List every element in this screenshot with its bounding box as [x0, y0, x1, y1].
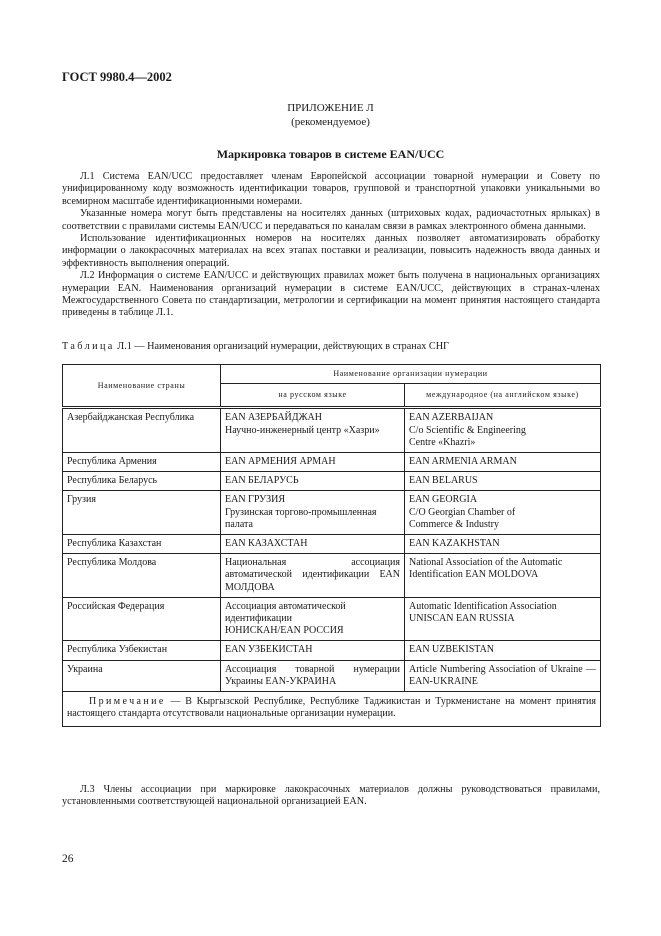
country-cell: Республика Армения: [63, 453, 221, 472]
country-cell: Республика Узбекистан: [63, 641, 221, 660]
document-title: Маркировка товаров в системе EAN/UCC: [216, 147, 445, 161]
header-country: Наименование страны: [63, 365, 221, 408]
russian-name-cell: [221, 491, 405, 535]
russian-name-cell: [221, 408, 405, 453]
paragraph-l1: Л.1 Система EAN/UCC предоставляет членам Европейской ассоциации товарной нумерации и Совету по унифицированному коду возможность идентификации товаров, групповой и транспортной упаковки уникальными во всемирном масштабе идентификационными номерами.: [62, 171, 600, 207]
international-name-line: EAN BELARUS: [409, 475, 478, 487]
table-note-row: [63, 692, 601, 727]
table-row: [63, 408, 601, 453]
russian-name-cell: [221, 641, 405, 660]
russian-name-cell: [221, 597, 405, 641]
annex-status: (рекомендуемое): [291, 116, 370, 128]
paragraph-numbers-carriers: Указанные номера могут быть представлены на носителях данных (штриховых кодах, радиочастотных ярлыках) в соответствии с правилами системы EAN/UCC и передаваться по каналам связи в рамках электронного обмена данными.: [62, 208, 600, 232]
note-text: — В Кыргызской Республике, Республике Таджикистан и Туркменистане на момент принятия настоящего стандарта отсутствовали национальные организации нумерации.: [67, 696, 596, 720]
russian-name-cell: [221, 660, 405, 691]
paragraph-l2: Л.2 Информация о системе EAN/UCC и действующих правилах может быть получена в национальных организациях нумерации EAN. Наименования организаций нумерации в системе EAN/UCC, действующих в странах-членах Межгосударственного Совета по стандартизации, метрологии и сертификации на момент принятия настоящего стандарта приведены в таблице Л.1.: [62, 270, 600, 319]
russian-name-cell: [221, 453, 405, 472]
table-row: [63, 641, 601, 660]
international-name-line: EAN ARMENIA ARMAN: [409, 456, 517, 468]
international-name-line: Commerce & Industry: [409, 518, 499, 530]
table-row: [63, 535, 601, 554]
table-row: [63, 660, 601, 691]
page-number: 26: [62, 853, 74, 865]
international-name-line: EAN GEORGIA: [409, 494, 478, 506]
table-row: [63, 491, 601, 535]
table-caption: [62, 341, 449, 352]
paragraph-automation: Использование идентификационных номеров на носителях данных позволяет автоматизировать обработку информации о лакокрасочных материалах на всех этапах поставки и реализации, повысить надежность ввода данных и эффективность выполнения операций.: [62, 233, 600, 269]
country-cell: Республика Молдова: [63, 554, 221, 598]
country-cell: Грузия: [63, 491, 221, 535]
international-name-cell: [405, 408, 601, 453]
note-label: Примечание: [89, 696, 166, 708]
standard-code: ГОСТ 9980.4—2002: [62, 70, 172, 84]
russian-name-line: Ассоциация автоматической идентификации: [225, 600, 346, 625]
russian-name-line: EAN АРМЕНИЯ АРМАН: [225, 456, 336, 468]
international-name-line: Automatic Identification Association: [409, 600, 557, 612]
russian-name-line: EAN АЗЕРБАЙДЖАН: [225, 412, 322, 424]
international-name-cell: [405, 535, 601, 554]
international-name-cell: [405, 554, 601, 598]
header-org-group: Наименование организации нумерации: [221, 365, 601, 384]
country-cell: Российская Федерация: [63, 597, 221, 641]
paragraph-l3: Л.3 Члены ассоциации при маркировке лакокрасочных материалов должны руководствоваться правилами, установленными соответствующей национальной организацией EAN.: [62, 784, 600, 808]
header-international: международное (на английском языке): [405, 384, 601, 408]
russian-name-line: Научно-инженерный центр «Хазри»: [225, 424, 380, 436]
russian-name-line: EAN ГРУЗИЯ: [225, 494, 285, 506]
header-russian: на русском языке: [221, 384, 405, 408]
international-name-line: EAN KAZAKHSTAN: [409, 538, 500, 550]
russian-name-line: Грузинская торгово-промышленная палата: [225, 506, 377, 530]
international-name-line: C/o Scientific & Engineering: [409, 424, 526, 436]
russian-name-cell: [221, 535, 405, 554]
intro-text: [62, 171, 600, 320]
country-cell: Азербайджанская Республика: [63, 408, 221, 453]
international-name-cell: [405, 660, 601, 691]
annex-heading: [0, 101, 661, 129]
table-row: [63, 472, 601, 491]
russian-name-line: EAN БЕЛАРУСЬ: [225, 475, 299, 487]
international-name-line: C/O Georgian Chamber of: [409, 506, 516, 518]
international-name-line: Article Numbering Association of Ukraine — EAN-UKRAINE: [409, 663, 596, 687]
country-cell: Украина: [63, 660, 221, 691]
russian-name-cell: [221, 554, 405, 598]
russian-name-line: Национальная ассоциация автоматической идентификации EAN МОЛДОВА: [225, 557, 400, 593]
russian-name-cell: [221, 472, 405, 491]
international-name-line: Centre «Khazri»: [409, 436, 476, 448]
russian-name-line: EAN УЗБЕКИСТАН: [225, 644, 313, 656]
russian-name-line: Ассоциация товарной нумерации Украины EAN-УКРАИНА: [225, 663, 400, 687]
international-name-cell: [405, 597, 601, 641]
annex-title: ПРИЛОЖЕНИЕ Л: [287, 102, 374, 114]
international-name-line: National Association of the Automatic Identification EAN MOLDOVA: [409, 557, 563, 581]
organizations-table: [62, 364, 601, 727]
international-name-line: EAN UZBEKISTAN: [409, 644, 495, 656]
international-name-line: UNISCAN EAN RUSSIA: [409, 613, 515, 625]
table-row: [63, 597, 601, 641]
table-row: [63, 453, 601, 472]
table-note: [63, 692, 601, 727]
country-cell: Республика Беларусь: [63, 472, 221, 491]
international-name-cell: [405, 472, 601, 491]
international-name-cell: [405, 641, 601, 660]
russian-name-line: EAN КАЗАХСТАН: [225, 538, 308, 550]
international-name-line: EAN AZERBAIJAN: [409, 412, 494, 424]
table-row: [63, 554, 601, 598]
table-caption-text: Л.1 — Наименования организаций нумерации, действующих в странах СНГ: [114, 341, 449, 352]
russian-name-line: ЮНИСКАН/EAN РОССИЯ: [225, 625, 344, 637]
international-name-cell: [405, 453, 601, 472]
closing-text: [62, 784, 600, 809]
international-name-cell: [405, 491, 601, 535]
country-cell: Республика Казахстан: [63, 535, 221, 554]
table-caption-label: Таблица: [62, 341, 115, 352]
